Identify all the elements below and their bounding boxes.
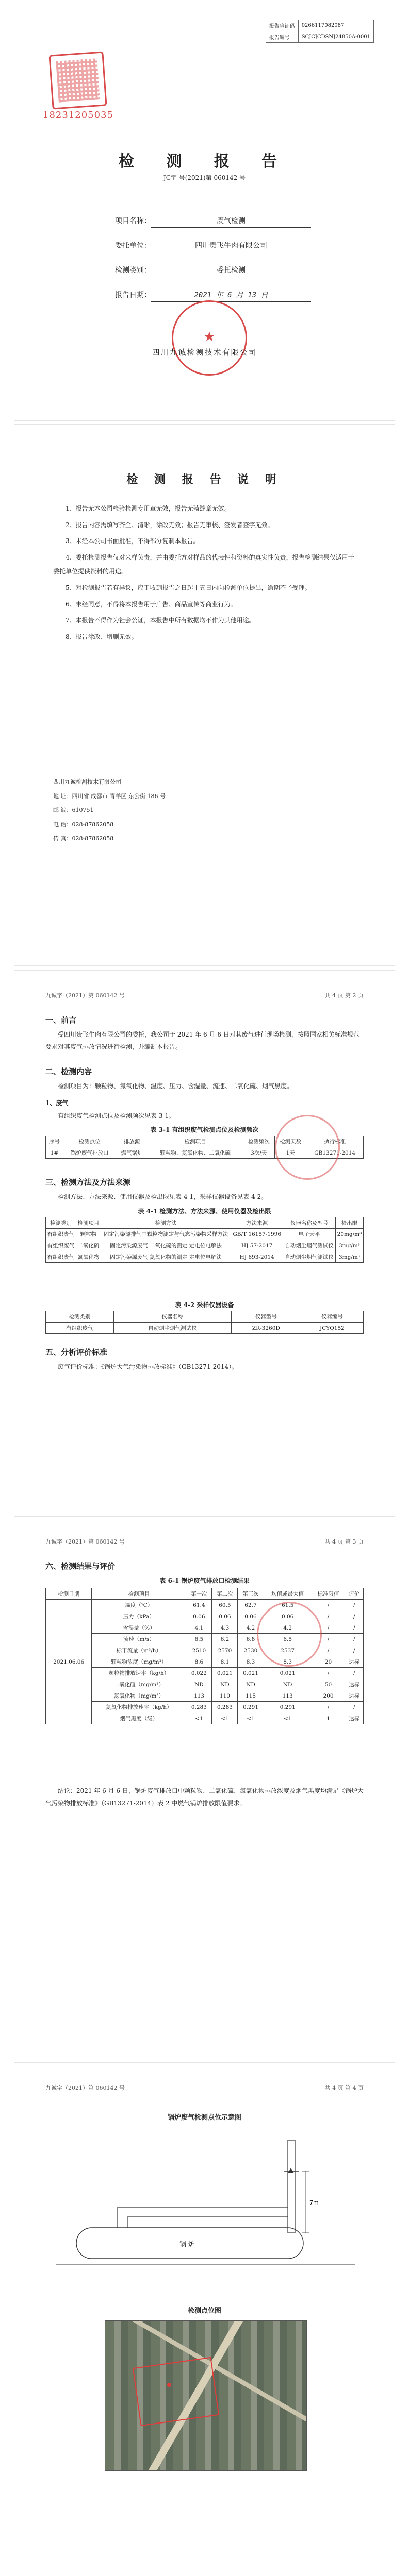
table-row: [46, 1668, 364, 1679]
table-4-1: [45, 1217, 364, 1263]
table-cell: 达标: [345, 1713, 364, 1724]
table-row: [46, 1713, 364, 1724]
table-row: [46, 1600, 364, 1611]
section-content-title: 二、检测内容: [45, 1067, 92, 1076]
table-cell: 200: [312, 1690, 345, 1702]
table-cell: /: [345, 1611, 364, 1622]
table-cell: 颗粒物浓度（mg/m³）: [92, 1656, 186, 1668]
table-cell: /: [312, 1611, 345, 1622]
running-header: 九诚字（2021）第 060142 号 共 4 页 第 4 页: [45, 2083, 364, 2094]
section-method-title: 三、检测方法及方法来源: [45, 1178, 131, 1187]
instruction-item: 7、本报告不得作为社会公证，本报告中所有数据均不作为其他用途。: [66, 617, 255, 624]
instruction-item: 1、报告无本公司检验检测专用章无效，报告无骑缝章无效。: [66, 505, 231, 512]
table-cell: 氮氧化物（mg/m³）: [92, 1690, 186, 1702]
table-row: 1# 锅炉废气排放口 燃气锅炉 颗粒物、氮氧化物、二氧化硫 3次/天 1天 GB13271-2014: [46, 1147, 364, 1159]
table-cell: 0.021: [264, 1668, 312, 1679]
table-4-1-caption: 表 4-1 检测方法、方法来源、使用仪器及检出限: [138, 1208, 271, 1215]
table-4-2: [45, 1311, 364, 1334]
table-row: [46, 1690, 364, 1702]
section-intro-text: 受四川贵飞牛肉有限公司的委托，我公司于 2021 年 6 月 6 日对其废气进行现场检测，按照国家相关标准规范要求对其废气排放情况进行检测，并编制本报告。: [45, 1031, 359, 1050]
table-cell: 达标: [345, 1656, 364, 1668]
table-cell: 4.2: [264, 1622, 312, 1634]
table-cell: 0.291: [238, 1702, 264, 1713]
table-cell: 流速（m/s）: [92, 1634, 186, 1645]
table-cell: 6.5: [264, 1634, 312, 1645]
table-cell: 温度（℃）: [92, 1600, 186, 1611]
instruction-item: 2、报告内容需填写齐全、清晰，涂改无效；报告无审核、签发者签字无效。: [66, 521, 274, 529]
table-cell: 标干流量（m³/h）: [92, 1645, 186, 1656]
contact-address: 地 址：四川省 成都市 青羊区 东公街 186 号: [53, 792, 166, 800]
table-cell: /: [312, 1600, 345, 1611]
chimney-stack: [288, 2140, 295, 2233]
table-cell: /: [345, 1668, 364, 1679]
table-cell: /: [345, 1702, 364, 1713]
id-label: 报告验证码: [266, 20, 298, 31]
table-row: 有组织废气 颗粒物 固定污染源排气中颗粒物测定与气态污染物采样方法 GB/T 16157-1996 电子天平 20mg/m³: [46, 1229, 364, 1240]
table-cell: 113: [264, 1690, 312, 1702]
contact-company: 四川九诚检测技术有限公司: [53, 778, 121, 785]
table-cell: /: [345, 1600, 364, 1611]
section-results-title: 六、检测结果与评价: [45, 1562, 116, 1571]
table-cell: 20: [312, 1656, 345, 1668]
id-value: 0266117082087: [298, 20, 373, 31]
diagram-page: [14, 2063, 395, 2576]
table-cell: 8.3: [264, 1656, 312, 1668]
table-cell: /: [345, 1634, 364, 1645]
table-cell: /: [312, 1702, 345, 1713]
table-cell: /: [312, 1645, 345, 1656]
instruction-item: 5、对检测报告若有异议，应于收到报告之日起十五日内向检测单位提出，逾期不予受理。: [66, 584, 311, 591]
table-cell: 61.5: [264, 1600, 312, 1611]
table-cell: <1: [212, 1713, 238, 1724]
table-cell: 0.021: [238, 1668, 264, 1679]
table-cell: 110: [212, 1690, 238, 1702]
instructions-list: [53, 502, 356, 646]
sampling-point-marker: [288, 2168, 294, 2173]
table-header-row: 检测类别 检测项目 检测方法 方法来源 仪器名称及型号 检出限: [46, 1217, 364, 1229]
table-cell: 6.8: [238, 1634, 264, 1645]
table-cell: ND: [264, 1679, 312, 1690]
section-eval-text: 废气评价标准：《锅炉大气污染物排放标准》（GB13271-2014）。: [58, 1363, 238, 1370]
section-content-text: 检测项目为：颗粒物、氮氧化物、温度、压力、含湿量、流速、二氧化硫、烟气黑度。: [58, 1082, 293, 1090]
instructions-title: 检 测 报 告 说 明: [126, 473, 283, 486]
contact-postcode: 邮 编：610751: [53, 807, 94, 814]
sampling-location-marker: [167, 2383, 171, 2387]
table-cell: 6.2: [212, 1634, 238, 1645]
map-title: 检测点位图: [187, 2307, 221, 2315]
table-cell: /: [312, 1668, 345, 1679]
table-cell: 2537: [264, 1645, 312, 1656]
table-cell: ND: [238, 1679, 264, 1690]
contact-fax: 传 真：028-87862058: [53, 835, 114, 842]
cover-title: 检 测 报 告: [118, 152, 291, 171]
height-label: 7m: [309, 2199, 319, 2206]
table-cell: 6.5: [186, 1634, 212, 1645]
instruction-item: 8、报告涂改、增删无效。: [66, 633, 138, 640]
subsection-gas-text: 有组织废气检测点位及检测频次见表 3-1。: [58, 1112, 175, 1120]
table-cell: 0.06: [186, 1611, 212, 1622]
instruction-item: 4、委托检测报告仅对来样负责，并由委托方对样品的代表性和资料的真实性负责，报告检测结果仅适用于委托单位提供资料的用途。: [53, 553, 354, 575]
id-value: SCJCJCDSNJ24850A-0001: [298, 31, 373, 43]
boiler-diagram: [45, 2130, 364, 2284]
methods-page: [14, 971, 395, 1512]
table-cell: 50: [312, 1679, 345, 1690]
table-cell: /: [312, 1634, 345, 1645]
section-method-text: 检测方法、方法来源、使用仪器及检出限见表 4-1，采样仪器设备见表 4-2。: [58, 1193, 268, 1200]
result-date-cell: 2021.06.06: [46, 1600, 92, 1724]
report-id-table: [266, 20, 374, 43]
table-header-row: 序号 检测点位 排放源 检测项目 检测频次 检测天数 执行标准: [46, 1136, 364, 1147]
table-cell: 62.7: [238, 1600, 264, 1611]
instructions-page: [14, 425, 395, 965]
issuing-company: 四川九诚检测技术有限公司: [152, 348, 257, 357]
table-cell: 0.283: [186, 1702, 212, 1713]
table-header-row: 检测日期 检测项目 第一次 第二次 第三次 均值或最大值 标准限值 评价: [46, 1588, 364, 1600]
table-cell: 8.1: [212, 1656, 238, 1668]
table-cell: 氮氧化物排放速率（kg/h）: [92, 1702, 186, 1713]
field-report-date: 报告日期： 2021 年 6 月 13 日: [105, 290, 311, 302]
satellite-map-image: [105, 2320, 307, 2471]
table-cell: ND: [212, 1679, 238, 1690]
results-page: [14, 1517, 395, 2058]
table-cell: /: [345, 1622, 364, 1634]
table-cell: 1: [312, 1713, 345, 1724]
field-client: 委托单位： 四川贵飞牛肉有限公司: [105, 240, 311, 252]
results-conclusion: 结论：2021 年 6 月 6 日，锅炉废气排放口中颗粒物、二氧化硫、氮氧化物排放浓度及烟气黑度均满足《锅炉大气污染物排放标准》（GB13271-2014）表 2 中燃气锅炉排放限值要求。: [45, 1787, 364, 1807]
table-cell: 0.06: [238, 1611, 264, 1622]
table-cell: 4.1: [186, 1622, 212, 1634]
table-row: [46, 1656, 364, 1668]
stamp-phone-number: 18231205035: [43, 110, 113, 121]
table-cell: /: [345, 1645, 364, 1656]
table-header-row: 检测类别 仪器名称 仪器型号 仪器编号: [46, 1311, 364, 1323]
id-row: [266, 31, 373, 43]
table-cell: 0.06: [212, 1611, 238, 1622]
table-cell: <1: [186, 1713, 212, 1724]
table-cell: 0.283: [212, 1702, 238, 1713]
boiler-label: 锅 炉: [179, 2241, 195, 2248]
table-cell: 0.06: [264, 1611, 312, 1622]
id-label: 报告编号: [266, 31, 298, 43]
table-cell: <1: [238, 1713, 264, 1724]
table-cell: 0.022: [186, 1668, 212, 1679]
company-seal: ★: [172, 300, 247, 376]
table-cell: 115: [238, 1690, 264, 1702]
seam-seal: [257, 1602, 322, 1667]
table-cell: 113: [186, 1690, 212, 1702]
table-cell: 2510: [186, 1645, 212, 1656]
report-number: JC字 号(2021)第 060142 号: [163, 174, 246, 181]
table-cell: 2570: [212, 1645, 238, 1656]
table-6-1-caption: 表 6-1 锅炉废气排放口检测结果: [159, 1577, 250, 1584]
table-cell: 8.3: [238, 1656, 264, 1668]
instruction-item: 6、未经同意，不得将本报告用于广告、商品宣传等商业行为。: [66, 600, 237, 608]
table-row: 有组织废气 氮氧化物 固定污染源废气 氮氧化物的测定 定电位电解法 HJ 693-2014 自动烟尘烟气测试仪 3mg/m³: [46, 1251, 364, 1263]
site-boundary: [133, 2357, 219, 2426]
table-cell: <1: [264, 1713, 312, 1724]
table-cell: 61.4: [186, 1600, 212, 1611]
section-intro-title: 一、前言: [45, 1015, 77, 1025]
table-cell: 含湿量（%）: [92, 1622, 186, 1634]
table-4-2-caption: 表 4-2 采样仪器设备: [175, 1301, 234, 1309]
instruction-item: 3、未经本公司书面批准，不得部分复制本报告。: [66, 537, 200, 545]
table-cell: 0.291: [264, 1702, 312, 1713]
section-eval-title: 五、分析评价标准: [45, 1348, 108, 1357]
running-header: 九诚字（2021）第 060142 号 共 4 页 第 2 页: [45, 991, 364, 1002]
table-cell: 60.5: [212, 1600, 238, 1611]
field-test-type: 检测类别： 委托检测: [105, 265, 311, 277]
flue-duct: [118, 2207, 288, 2228]
cover-page: [14, 4, 395, 420]
running-header: 九诚字（2021）第 060142 号 共 4 页 第 3 页: [45, 1537, 364, 1548]
table-cell: 二氧化硫（mg/m³）: [92, 1679, 186, 1690]
qr-code-stamp: [48, 51, 107, 109]
table-cell: 2530: [238, 1645, 264, 1656]
field-project-name: 项目名称： 废气检测: [105, 215, 311, 228]
id-row: [266, 20, 373, 31]
table-row: [46, 1702, 364, 1713]
table-cell: 压力（kPa）: [92, 1611, 186, 1622]
table-cell: 颗粒物排放速率（kg/h）: [92, 1668, 186, 1679]
table-cell: 8.6: [186, 1656, 212, 1668]
table-cell: 达标: [345, 1690, 364, 1702]
table-cell: 4.3: [212, 1622, 238, 1634]
diagram-title: 锅炉废气检测点位示意图: [167, 2114, 241, 2122]
table-cell: /: [312, 1622, 345, 1634]
seam-seal: [275, 1115, 340, 1180]
table-row: 有组织废气 二氧化硫 固定污染源废气 二氧化硫的测定 定电位电解法 HJ 57-2017 自动烟尘烟气测试仪 3mg/m³: [46, 1240, 364, 1251]
table-cell: 0.021: [212, 1668, 238, 1679]
table-cell: ND: [186, 1679, 212, 1690]
table-6-1: [45, 1588, 364, 1724]
table-row: 有组织废气 自动烟尘烟气测试仪 ZR-3260D JCYQ152: [46, 1323, 364, 1334]
table-row: [46, 1679, 364, 1690]
table-cell: 达标: [345, 1679, 364, 1690]
table-3-1-caption: 表 3-1 有组织废气检测点位及检测频次: [150, 1126, 259, 1133]
contact-block: [53, 775, 166, 846]
subsection-gas: 1、废气: [45, 1099, 69, 1107]
table-cell: 4.2: [238, 1622, 264, 1634]
contact-phone: 电 话：028-87862058: [53, 821, 114, 828]
table-cell: 烟气黑度（级）: [92, 1713, 186, 1724]
